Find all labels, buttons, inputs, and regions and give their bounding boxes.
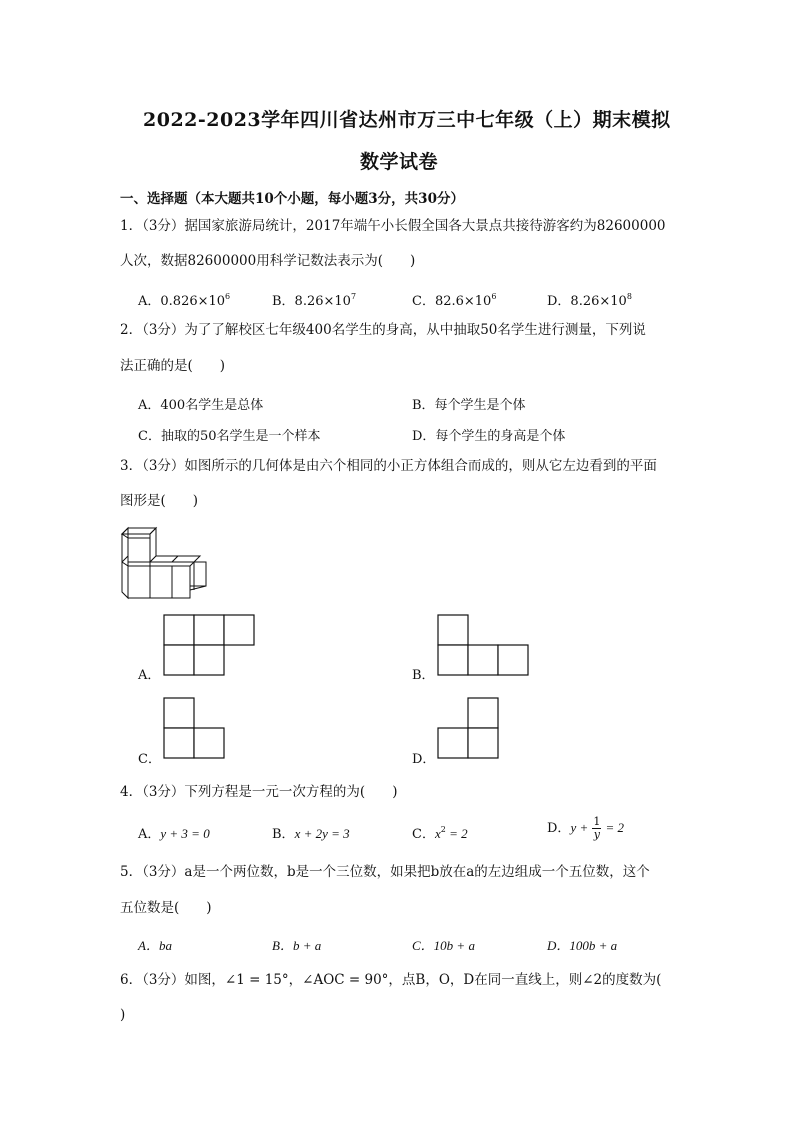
section-heading: 一、选择题（本大题共10个小题，每小题3分，共30分）: [120, 191, 464, 207]
question-text: 法正确的是( ): [120, 358, 226, 374]
option-a[interactable]: A．ba: [138, 938, 172, 953]
option-a-view-figure: [163, 614, 255, 676]
option-d[interactable]: D．: [412, 752, 436, 767]
option-d[interactable]: D．100b + a: [547, 938, 618, 953]
option-c[interactable]: C．$x^2 = 2$: [412, 825, 468, 842]
question-text: 1．（3分）据国家旅游局统计，2017年端午小长假全国各大景点共接待游客约为82600000: [120, 218, 666, 234]
option-a[interactable]: A．: [138, 668, 161, 683]
question-text: 图形是( ): [120, 493, 199, 509]
question-text: 6．（3分）如图，∠1 = 15°，∠AOC = 90°，点B，O，D在同一直线上，则∠2的度数为(: [120, 972, 662, 988]
question-text: 五位数是( ): [120, 900, 212, 916]
question-text: 2．（3分）为了了解校区七年级400名学生的身高，从中抽取50名学生进行测量，下列说: [120, 322, 646, 338]
option-b[interactable]: B．: [412, 668, 435, 683]
option-b[interactable]: B．$8.26\times 10^7$: [272, 292, 357, 309]
option-c[interactable]: C．抽取的50名学生是一个样本: [138, 429, 321, 444]
question-text: 3．（3分）如图所示的几何体是由六个相同的小正方体组合而成的，则从它左边看到的平面: [120, 458, 657, 474]
option-a[interactable]: A．y + 3 = 0: [138, 826, 210, 842]
option-a[interactable]: A．400名学生是总体: [138, 398, 264, 413]
page-title: 2022-2023学年四川省达州市万三中七年级（上）期末模拟: [143, 109, 671, 131]
option-a[interactable]: A．$0.826\times 10^6$: [138, 292, 231, 309]
option-c[interactable]: C．$82.6\times 10^6$: [412, 292, 497, 309]
page-subtitle: 数学试卷: [360, 151, 439, 173]
question-text: ): [120, 1007, 126, 1023]
question-text: 5．（3分）a是一个两位数，b是一个三位数，如果把b放在a的左边组成一个五位数，这个: [120, 864, 650, 880]
option-b[interactable]: B．x + 2y = 3: [272, 826, 350, 842]
option-d-view-figure: [437, 697, 499, 759]
option-c[interactable]: C．10b + a: [412, 938, 475, 953]
cube-solid-figure: [118, 528, 210, 598]
option-d[interactable]: D．$8.26\times 10^8$: [547, 292, 632, 309]
option-b-view-figure: [437, 614, 529, 676]
option-c-view-figure: [163, 697, 225, 759]
option-c[interactable]: C．: [138, 752, 161, 767]
fraction: $\frac{1}{y}$: [593, 815, 601, 841]
option-b[interactable]: B．每个学生是个体: [412, 398, 526, 413]
option-d[interactable]: D．每个学生的身高是个体: [412, 429, 566, 444]
question-text: 4．（3分）下列方程是一元一次方程的为( ): [120, 784, 398, 800]
question-text: 人次，数据82600000用科学记数法表示为( ): [120, 253, 416, 269]
option-b[interactable]: B．b + a: [272, 938, 322, 953]
option-d[interactable]: D．y + $\frac{1}{y}$ = 2: [547, 815, 625, 841]
